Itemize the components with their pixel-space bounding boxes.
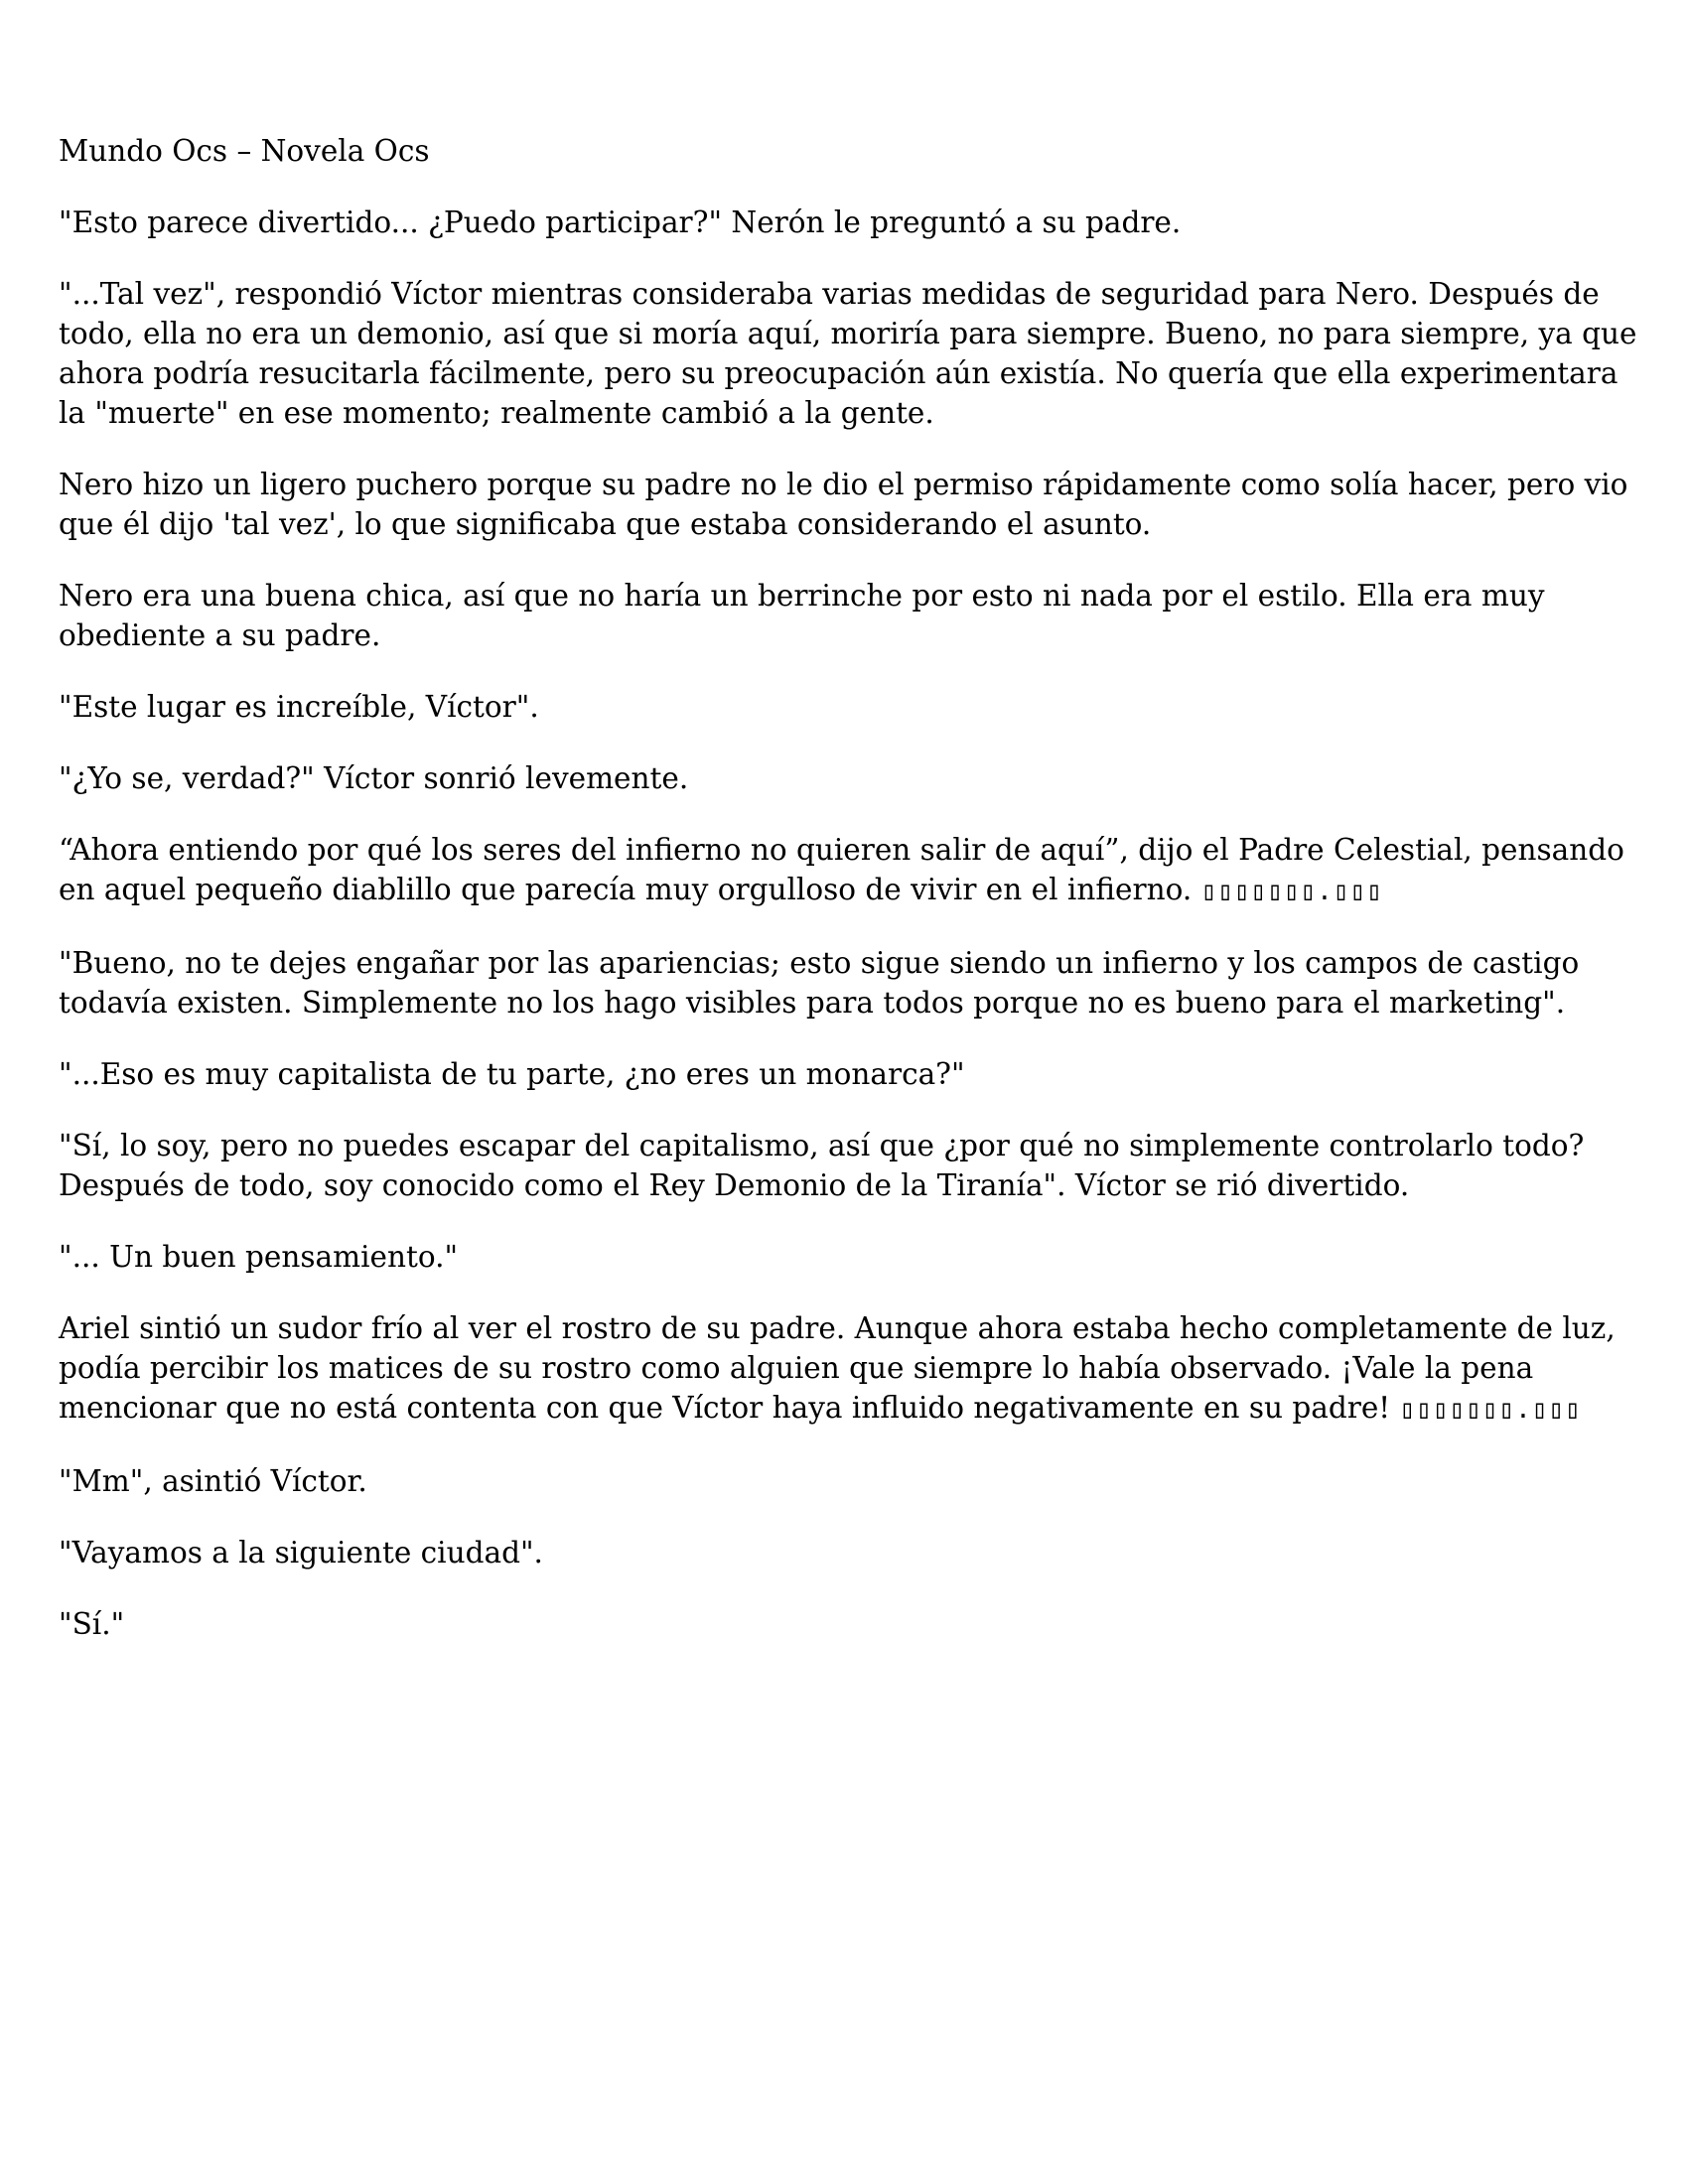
paragraph-text: Nero hizo un ligero puchero porque su padre no le dio el permiso rápidamente como solía hacer, pero vio que él dijo 'tal vez', lo que significaba que estaba considerando el asunto. xyxy=(59,468,1628,541)
paragraph xyxy=(59,687,1647,727)
document-header: Mundo Ocs – Novela Ocs xyxy=(59,134,430,168)
paragraph xyxy=(59,1054,1647,1094)
paragraph-text: "...Eso es muy capitalista de tu parte, ¿no eres un monarca?" xyxy=(59,1057,965,1091)
paragraph-text: “Ahora entiendo por qué los seres del infierno no quieren salir de aquí”, dijo el Padre Celestial, pensando en aquel pequeño diablillo que parecía muy orgulloso de vivir en el infierno. xyxy=(59,833,1624,906)
paragraph-text: "Sí, lo soy, pero no puedes escapar del capitalismo, así que ¿por qué no simplemente controlarlo todo? Después de todo, soy conocido como el Rey Demonio de la Tiranía". Víctor se rió divertido. xyxy=(59,1129,1585,1202)
paragraph xyxy=(59,1237,1647,1277)
paragraph-text: "...Tal vez", respondió Víctor mientras consideraba varias medidas de seguridad para Nero. Después de todo, ella no era un demonio, así que si moría aquí, moriría para siempre. Bueno, no para siempre, ya que ahora podría resucitarla fácilmente, pero su preocupación aún existía. No quería que ella experimentara la "muerte" en ese momento; realmente cambió a la gente. xyxy=(59,277,1637,430)
paragraph xyxy=(59,1461,1647,1501)
paragraph-text: "¿Yo se, verdad?" Víctor sonrió levemente. xyxy=(59,761,689,795)
paragraph-text: "Este lugar es increíble, Víctor". xyxy=(59,690,539,724)
missing-glyph-boxes: ▯▯▯▯▯▯▯.▯▯▯ xyxy=(1399,1395,1582,1425)
paragraph-text: Ariel sintió un sudor frío al ver el rostro de su padre. Aunque ahora estaba hecho completamente de luz, podía percibir los matices de su rostro como alguien que siempre lo había observado. ¡Vale la pena mencionar que no está contenta con que Víctor haya influido negativamente en su padre! xyxy=(59,1311,1616,1425)
paragraph xyxy=(59,830,1647,911)
paragraph-text: "Bueno, no te dejes engañar por las apariencias; esto sigue siendo un infierno y los campos de castigo todavía existen. Simplemente no los hago visibles para todos porque no es bueno para el marketing". xyxy=(59,946,1580,1020)
paragraph xyxy=(59,576,1647,655)
paragraph xyxy=(59,1604,1647,1644)
missing-glyph-boxes: ▯▯▯▯▯▯▯.▯▯▯ xyxy=(1200,877,1383,906)
paragraph-text: "Esto parece divertido... ¿Puedo participar?" Nerón le preguntó a su padre. xyxy=(59,205,1182,239)
paragraph-text: "Vayamos a la siguiente ciudad". xyxy=(59,1536,543,1570)
paragraph xyxy=(59,943,1647,1023)
paragraph xyxy=(59,1126,1647,1205)
paragraph-text: "... Un buen pensamiento." xyxy=(59,1240,459,1274)
paragraph xyxy=(59,758,1647,798)
paragraph-text: Nero era una buena chica, así que no haría un berrinche por esto ni nada por el estilo. Ella era muy obediente a su padre. xyxy=(59,579,1545,652)
document-body xyxy=(59,131,1647,1644)
paragraph xyxy=(59,1533,1647,1572)
paragraph xyxy=(59,274,1647,433)
paragraph xyxy=(59,203,1647,242)
paragraph xyxy=(59,1308,1647,1430)
paragraph xyxy=(59,465,1647,544)
paragraph-text: "Mm", asintió Víctor. xyxy=(59,1464,367,1498)
paragraph-text: "Sí." xyxy=(59,1607,125,1641)
